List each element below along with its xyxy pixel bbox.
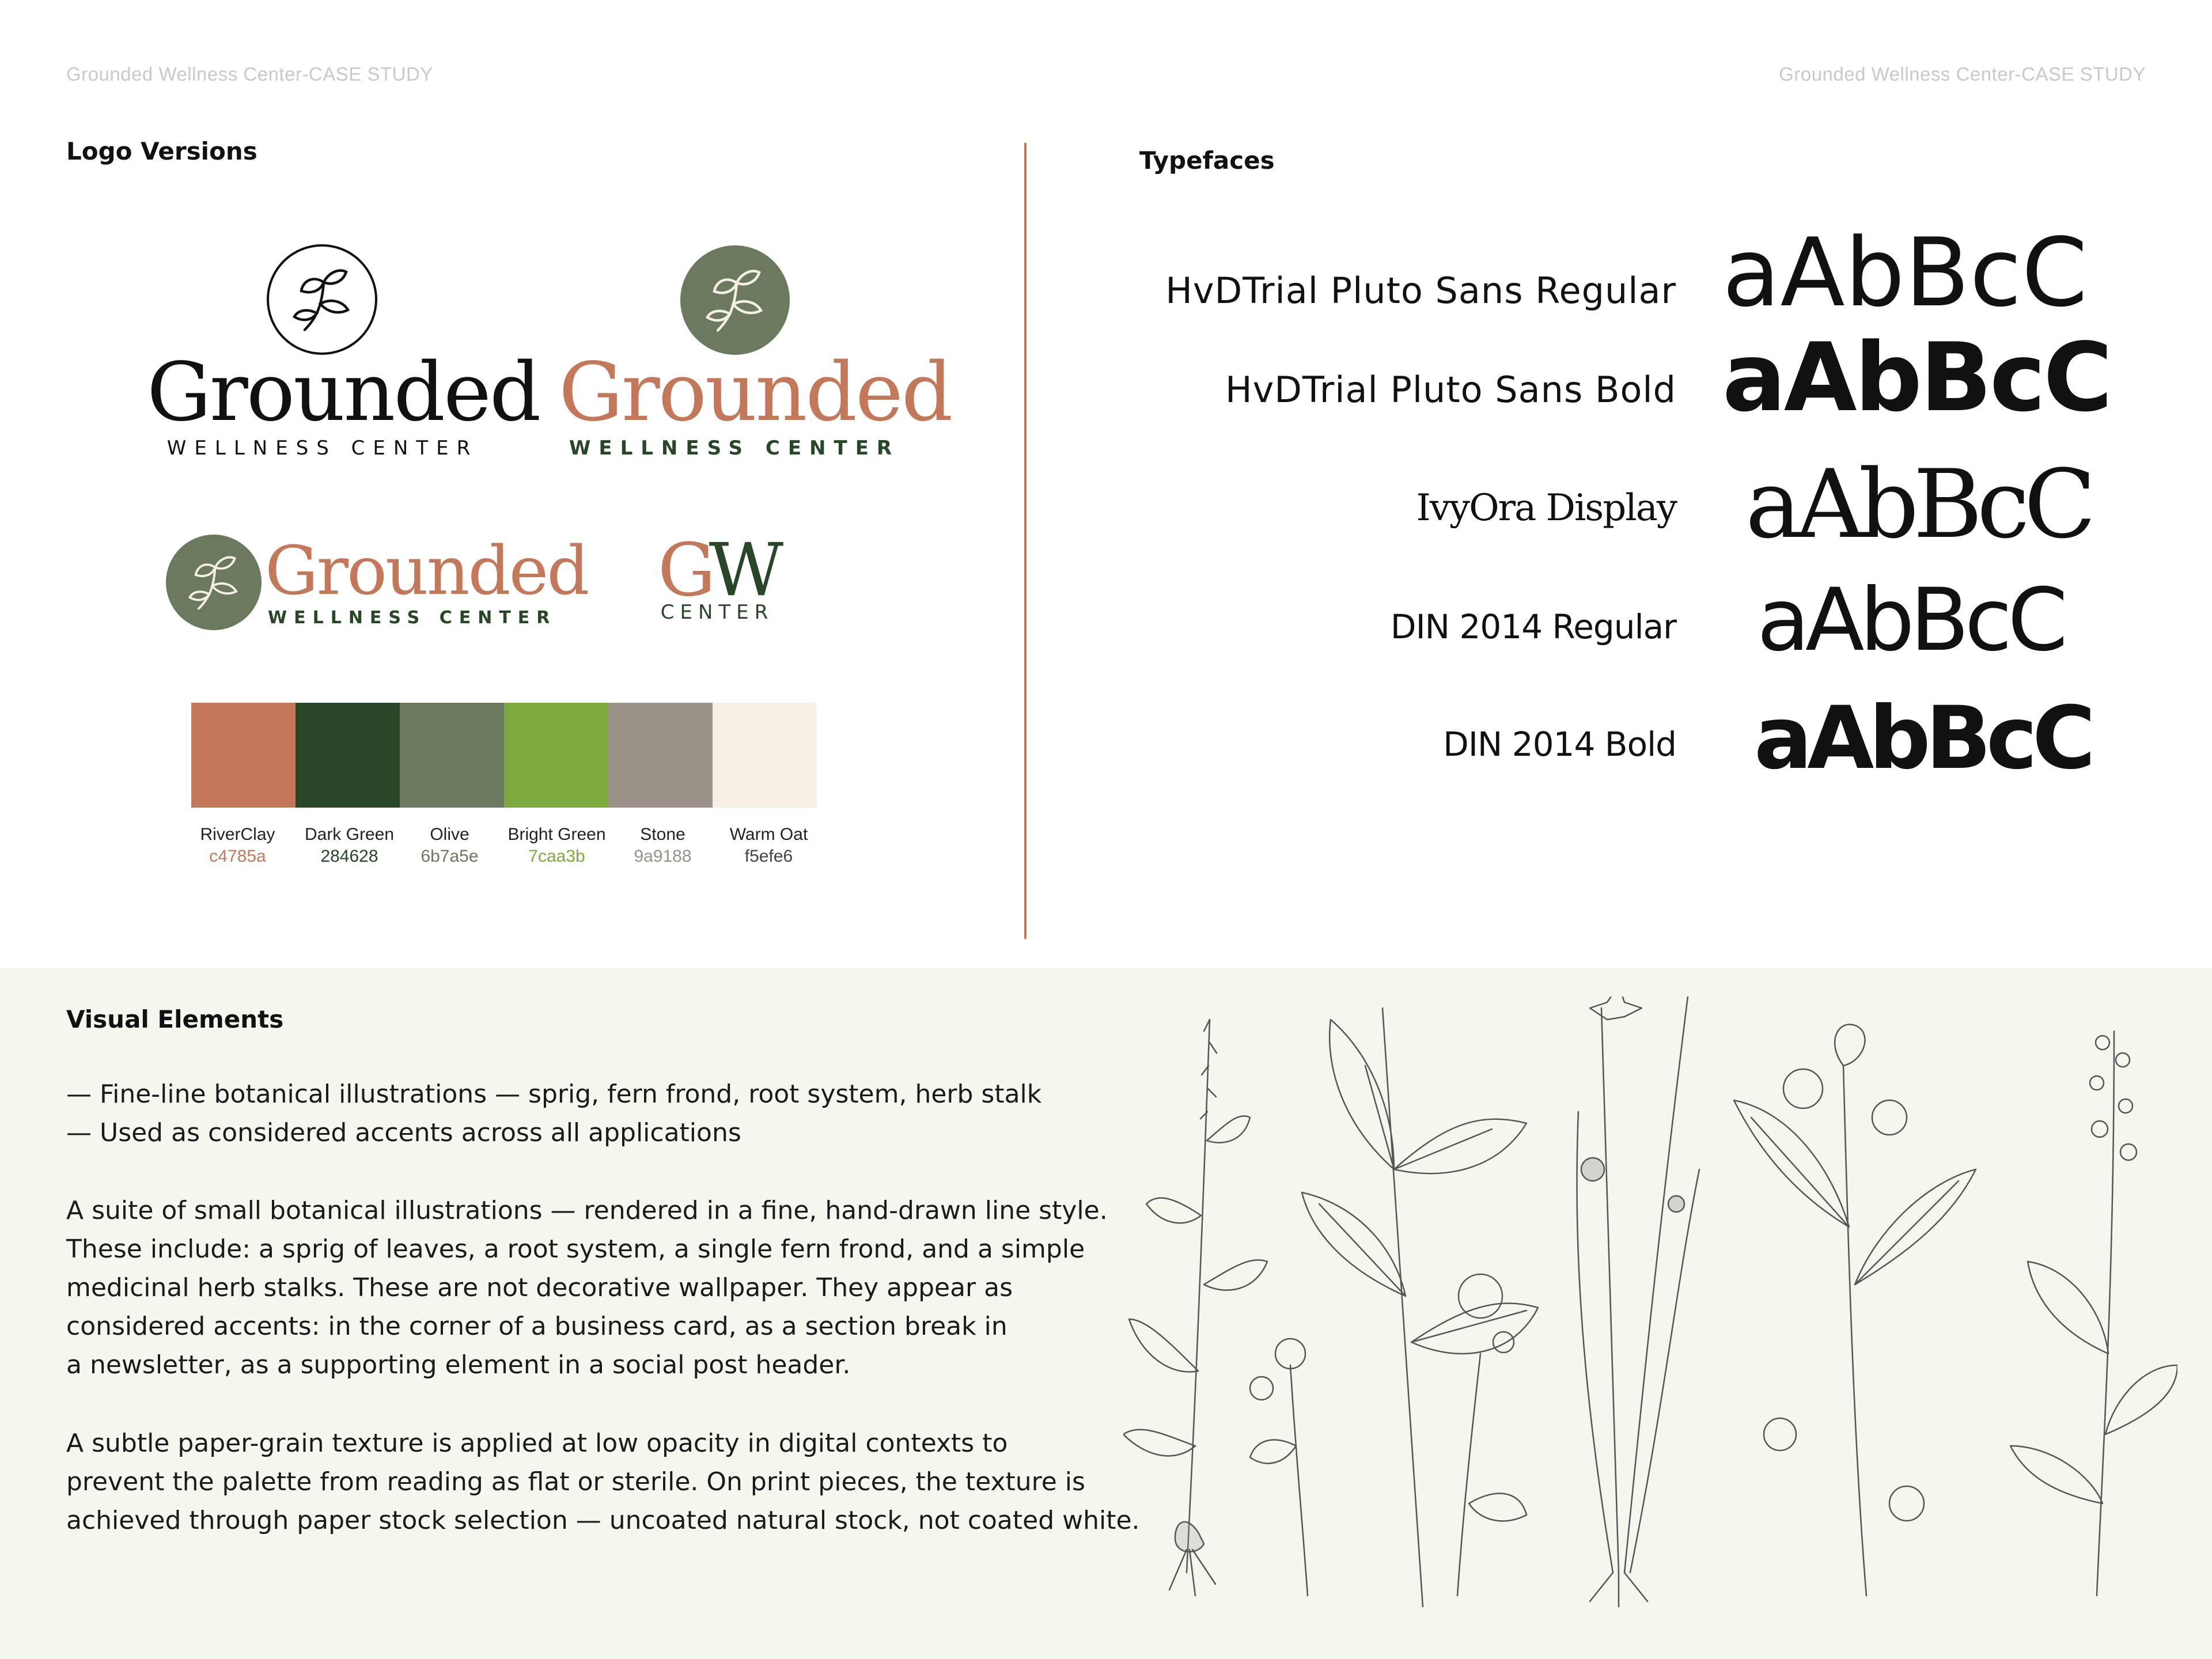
visual-elements-title: Visual Elements — [66, 1005, 284, 1033]
running-header-right: Grounded Wellness Center-CASE STUDY — [1779, 63, 2146, 85]
paragraph-line: medicinal herb stalks. These are not decorative wallpaper. They appear as — [66, 1273, 1013, 1302]
bullet-line: — Used as considered accents across all applications — [66, 1118, 741, 1147]
swatch-hex: c4785a — [209, 847, 266, 866]
leaf-emblem-filled-icon — [680, 245, 790, 355]
swatch-name: Stone — [640, 825, 685, 844]
swatch-label-olive — [397, 825, 502, 866]
typeface-name-din-bold: DIN 2014 Bold — [1443, 725, 1676, 764]
typeface-name-pluto-bold: HvDTrial Pluto Sans Bold — [1225, 369, 1676, 411]
leaf-emblem-small-icon — [166, 535, 262, 630]
horizontal-logo-tagline: WELLNESS CENTER — [268, 608, 557, 628]
swatch-hex: 7caa3b — [528, 847, 585, 866]
swatch-name: Olive — [430, 825, 469, 844]
typeface-name-pluto-regular: HvDTrial Pluto Sans Regular — [1165, 270, 1676, 312]
swatch-name: Dark Green — [304, 825, 395, 844]
vertical-divider — [1024, 143, 1027, 939]
swatch-hex: 6b7a5e — [421, 847, 479, 866]
typeface-sample-din-bold: aAbBcC — [1754, 688, 2091, 789]
visual-elements-paragraph-1 — [66, 1191, 1108, 1384]
herb-stalk-icon — [1123, 1020, 1267, 1596]
visual-elements-paragraph-2 — [66, 1424, 1140, 1540]
swatch-dark-green — [296, 703, 400, 808]
visual-elements-bullets — [66, 1075, 1041, 1152]
typeface-name-ivyora: IvyOra Display — [1416, 487, 1676, 529]
paragraph-line: achieved through paper stock selection — uncoated natural stock, not coated white. — [66, 1506, 1140, 1535]
primary-logo-color-tagline: WELLNESS CENTER — [569, 437, 900, 460]
fern-frond-icon — [1577, 997, 1700, 1607]
swatch-name: Warm Oat — [729, 825, 808, 844]
swatch-hex: f5efe6 — [744, 847, 793, 866]
swatch-label-warm-oat — [717, 825, 821, 866]
swatch-stone — [608, 703, 713, 808]
leaf-emblem-outline-icon — [267, 244, 377, 355]
primary-logo-black-tagline: WELLNESS CENTER — [166, 437, 479, 460]
paragraph-line: a newsletter, as a supporting element in a social post header. — [66, 1350, 851, 1380]
typeface-sample-din-regular: aAbBcC — [1757, 570, 2063, 671]
swatch-label-stone — [611, 825, 715, 866]
typeface-sample-pluto-bold: aAbBcC — [1722, 323, 2111, 433]
flowering-stem-icon — [1734, 1024, 1976, 1596]
color-palette — [191, 703, 817, 808]
running-header-left: Grounded Wellness Center-CASE STUDY — [66, 63, 433, 85]
swatch-name: RiverClay — [200, 825, 275, 844]
bullet-line: — Fine-line botanical illustrations — sprig, fern frond, root system, herb stalk — [66, 1080, 1042, 1109]
paragraph-line: These include: a sprig of leaves, a root system, a single fern frond, and a simple — [66, 1234, 1085, 1264]
paragraph-line: prevent the palette from reading as flat or sterile. On print pieces, the texture is — [66, 1467, 1085, 1497]
typeface-name-din-regular: DIN 2014 Regular — [1390, 607, 1676, 646]
botanical-illustrations — [1123, 997, 2177, 1607]
herb-buds-icon — [2010, 1031, 2177, 1596]
swatch-label-riverclay — [185, 825, 290, 866]
swatch-hex: 284628 — [320, 847, 378, 866]
logo-versions-title: Logo Versions — [66, 137, 257, 165]
primary-logo-black-wordmark: Grounded — [147, 346, 540, 440]
swatch-olive — [400, 703, 504, 808]
swatch-bright-green — [504, 703, 608, 808]
swatch-label-bright-green — [505, 825, 609, 866]
horizontal-logo-wordmark: Grounded — [265, 532, 588, 610]
primary-logo-color-wordmark: Grounded — [559, 346, 952, 440]
paragraph-line: considered accents: in the corner of a business card, as a section break in — [66, 1312, 1007, 1341]
swatch-name: Bright Green — [507, 825, 606, 844]
paragraph-line: A subtle paper-grain texture is applied at low opacity in digital contexts to — [66, 1429, 1008, 1458]
typeface-sample-ivyora: aAbBcC — [1745, 449, 2091, 559]
monogram-logo: GW — [657, 528, 777, 612]
typefaces-title: Typefaces — [1139, 146, 1275, 175]
monogram-tagline: CENTER — [660, 601, 774, 624]
swatch-hex: 9a9188 — [634, 847, 692, 866]
swatch-warm-oat — [713, 703, 817, 808]
swatch-label-dark-green — [297, 825, 402, 866]
leafy-sprig-icon — [1302, 1008, 1538, 1607]
paragraph-line: A suite of small botanical illustrations — rendered in a fine, hand-drawn line style. — [66, 1196, 1108, 1225]
swatch-riverclay — [191, 703, 296, 808]
typeface-sample-pluto-regular: aAbBcC — [1722, 218, 2088, 328]
